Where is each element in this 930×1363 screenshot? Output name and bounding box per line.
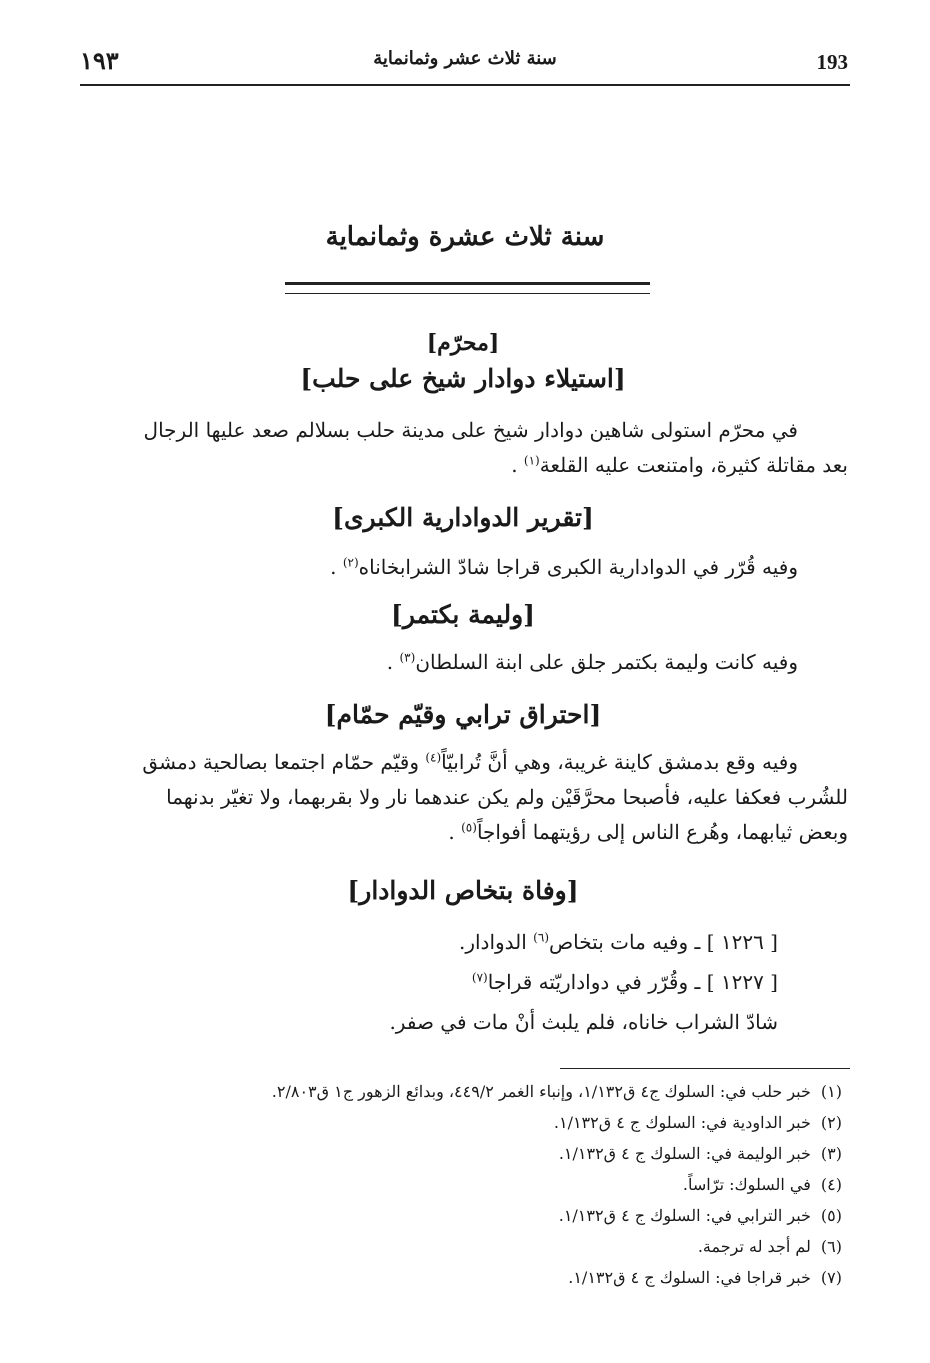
footnote-5 [80,1200,842,1231]
section-1-line-2-text: بعد مقاتلة كثيرة، وامتنعت عليه القلعة [539,453,848,477]
section-4-line-2: للشُرب فعكفا عليه، فأصبحا محرَّقَيْن ولم يكن عندهما نار ولا بقربهما، ولا تغيّر بدنهما [166,785,848,809]
entry-number-1226: [ ١٢٢٦ ] [706,930,778,954]
footnote-ref-7[interactable]: (٧) [471,970,488,985]
entry-1227 [78,962,778,1002]
section-1-line-1: في محرّم استولى شاهين دوادار شيخ على مدينة حلب بسلالم صعد عليها الرجال [143,418,798,442]
section-4-line-3-text: وبعض ثيابهما، وهُرع الناس إلى رؤيتهما أفواجاً [476,820,848,844]
footnote-text: خبر الترابي في: السلوك ج ٤ ق١/١٣٢. [558,1206,811,1225]
header-rule [80,84,850,86]
section-heading-5: [وفاة بتخاص الدوادار] [347,876,579,905]
entry-1226-text-a: ـ وفيه مات بتخاص [549,930,707,954]
section-1-line-2: بعد مقاتلة كثيرة، وامتنعت عليه القلعة$^{(١)}$ . [511,453,848,477]
section-5-entries [78,922,778,1042]
footnote-number: (٦) [820,1237,842,1256]
page-number-latin: 193 [816,50,848,74]
footnote-ref-2[interactable]: (٢) [342,555,359,570]
section-3-line-1: وفيه كانت وليمة بكتمر جلق على ابنة السلطان$^{(٣)}$ . [386,650,798,674]
month-heading: [محرّم] [426,330,500,356]
page-number-arabic: ١٩٣ [80,46,119,75]
footnote-1 [80,1076,842,1107]
entry-1226 [78,922,778,962]
footnotes [80,1076,842,1293]
entry-1227-text-a: ـ وقُرّر في دواداريّته قراجا [487,970,707,994]
footnote-number: (١) [820,1082,842,1101]
footnote-ref-5[interactable]: (٥) [461,820,477,835]
footnote-text: خبر حلب في: السلوك ج٤ ق١/١٣٢، وإنباء الغمر ٤٤٩/٢، وبدائع الزهور ج١ ق٢/٨٠٣. [271,1082,811,1101]
entry-1226-text-b: الدوادار. [458,930,534,954]
footnote-text: خبر الوليمة في: السلوك ج ٤ ق١/١٣٢. [558,1144,811,1163]
section-2-text [78,550,848,585]
footnote-6 [80,1231,842,1262]
footnote-ref-6[interactable]: (٦) [533,930,549,945]
section-4-line-1a: وفيه وقع بدمشق كاينة غريبة، وهي أنَّ تُرابيّاً [441,750,798,774]
running-header [80,40,850,86]
entry-1227-continued: شادّ الشراب خاناه، فلم يلبث أنْ مات في صفر. [389,1010,778,1034]
section-3-line-1-text: وفيه كانت وليمة بكتمر جلق على ابنة السلطان [415,650,798,674]
footnote-text: خبر الداودية في: السلوك ج ٤ ق١/١٣٢. [553,1113,811,1132]
footnote-3 [80,1138,842,1169]
section-3-text [78,645,848,680]
section-4-line-1 [78,745,848,780]
footnote-2 [80,1107,842,1138]
footnote-number: (٧) [820,1268,842,1287]
section-4-line-1b: وقيّم حمّام اجتمعا بصالحية دمشق [142,750,426,774]
section-4-text [78,745,848,850]
footnote-7 [80,1262,842,1293]
section-heading-4: [احتراق ترابي وقيّم حمّام] [324,700,602,729]
section-4-line-3: وبعض ثيابهما، وهُرع الناس إلى رؤيتهما أفواجاً$^{(٥)}$ . [448,820,848,844]
section-2-line-1: وفيه قُرّر في الدوادارية الكبرى قراجا شادّ الشرابخاناه$^{(٢)}$ . [330,555,798,579]
section-heading-2: [تقرير الدوادارية الكبرى] [332,503,594,532]
section-2-line-1-text: وفيه قُرّر في الدوادارية الكبرى قراجا شادّ الشرابخاناه [358,555,798,579]
footnote-ref-3[interactable]: (٣) [399,650,416,665]
footnote-rule [560,1068,850,1069]
footnote-number: (٣) [820,1144,842,1163]
entry-number-1227: [ ١٢٢٧ ] [706,970,778,994]
footnote-ref-1[interactable]: (١) [523,453,540,468]
footnote-ref-4[interactable]: (٤) [425,750,442,765]
chapter-title: سنة ثلاث عشرة وثمانماية [325,222,605,252]
footnote-text: في السلوك: ترّاساً. [682,1175,811,1194]
footnote-text: خبر قراجا في: السلوك ج ٤ ق١/١٣٢. [568,1268,811,1287]
footnote-number: (٥) [820,1206,842,1225]
section-heading-1: [استيلاء دوادار شيخ على حلب] [300,364,626,393]
running-title: سنة ثلاث عشر وثمانماية [373,48,557,69]
section-heading-3: [وليمة بكتمر] [390,600,535,629]
footnote-number: (٢) [820,1113,842,1132]
footnote-text: لم أجد له ترجمة. [697,1237,811,1256]
footnote-4 [80,1169,842,1200]
title-double-rule [285,282,650,294]
section-1-text [78,413,848,483]
footnote-number: (٤) [820,1175,842,1194]
